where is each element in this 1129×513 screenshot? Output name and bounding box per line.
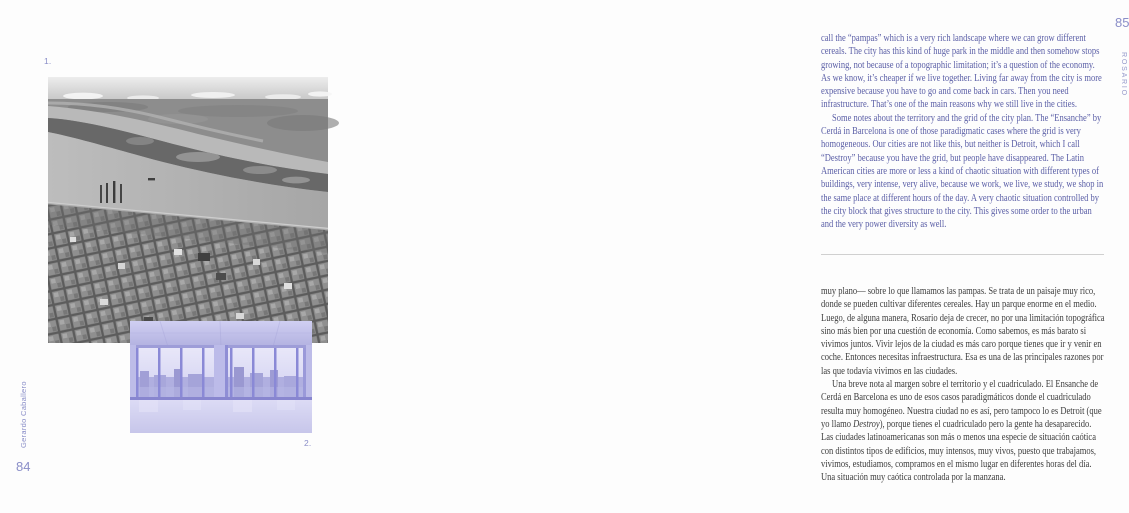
spanish-paragraph-2-italic-word: Destroy: [853, 418, 880, 430]
english-paragraph-2: Some notes about the territory and the grid of the city plan. The “Ensanche” by Cerdá in Barcelona is one of those paradigmatic cases where the grid is very homogeneous. Our cities are not like this, but neither is Detroit, which I call “Destroy” because you have the grid, but people have disappeared. The Latin American cities are more or less a kind of chaotic situation with different types of buildings, very intense, very alive, because we work, we live, we study, we shop in the same place at different hours of the day. A very chaotic situation controlled by the city block that gives structure to the city. This gives some order to the urban and the very power diversity as well.: [821, 112, 1104, 231]
english-text-column: [821, 32, 1105, 231]
section-title-vertical: ROSARIO: [1120, 52, 1127, 97]
author-name-vertical: Gerardo Caballero: [19, 381, 28, 448]
spanish-text-column: [821, 285, 1105, 484]
figure-1-label: 1.: [44, 56, 52, 66]
figure-2-label: 2.: [304, 438, 312, 448]
aerial-photo-rosario: [48, 77, 328, 343]
interior-photo-illustration: [130, 321, 312, 433]
page-number-left: 84: [16, 459, 31, 474]
left-page: [0, 0, 384, 513]
page-number-right: 85: [1115, 15, 1129, 30]
spanish-paragraph-2-before: Una breve nota al margen sobre el territorio y el cuadriculado. El Ensanche de Cerdá en Barcelona es uno de esos casos paradigmáticos donde el cuadriculado resulta muy homogéneo. Nuestra ciudad no es así, pero tampoco lo es Detroit (que yo llamo: [821, 379, 1102, 430]
interior-photo-purple: [130, 321, 312, 433]
horizontal-divider: [821, 254, 1104, 255]
right-page: [384, 0, 1129, 513]
spanish-paragraph-1: muy plano— sobre lo que llamamos las pampas. Se trata de un paisaje muy rico, donde se pueden cultivar diferentes cereales. Hay un parque enorme en el medio. Luego, de alguna manera, Rosario deja de crecer, no por una limitación topográfica sino más bien por una cuestión de economía. Como sabemos, es más barato si vivimos juntos. Vivir lejos de la ciudad es más caro porque tienes que ir y venir en coche. Entonces necesitas infraestructura. Esa es una de las principales razones por las que todavía vivimos en las ciudades.: [821, 286, 1105, 377]
spanish-paragraph-2-after: ), porque tienes el cuadriculado pero la gente ha desaparecido. Las ciudades latinoamericanas son más o menos una especie de situación caótica con distintos tipos de edificios, muy intensos, muy vivos, puesto que trabajamos, vivimos, estudiamos, compramos en el mismo lugar en diferentes horas del día. Una situación muy caótica controlada por la manzana.: [821, 418, 1097, 484]
spanish-paragraph-2: [821, 378, 1105, 484]
aerial-photo-illustration: [48, 77, 328, 343]
english-paragraph-1: call the “pampas” which is a very rich landscape where we can grow different cereals. The city has this kind of huge park in the middle and then somehow stops growing, not because of a topographic limitation; it’s a question of the economy. As we know, it’s cheaper if we live together. Living far away from the city is more expensive because you have to go and come back in cars. Then you need infrastructure. That’s one of the main reasons why we still live in the cities.: [821, 33, 1102, 111]
